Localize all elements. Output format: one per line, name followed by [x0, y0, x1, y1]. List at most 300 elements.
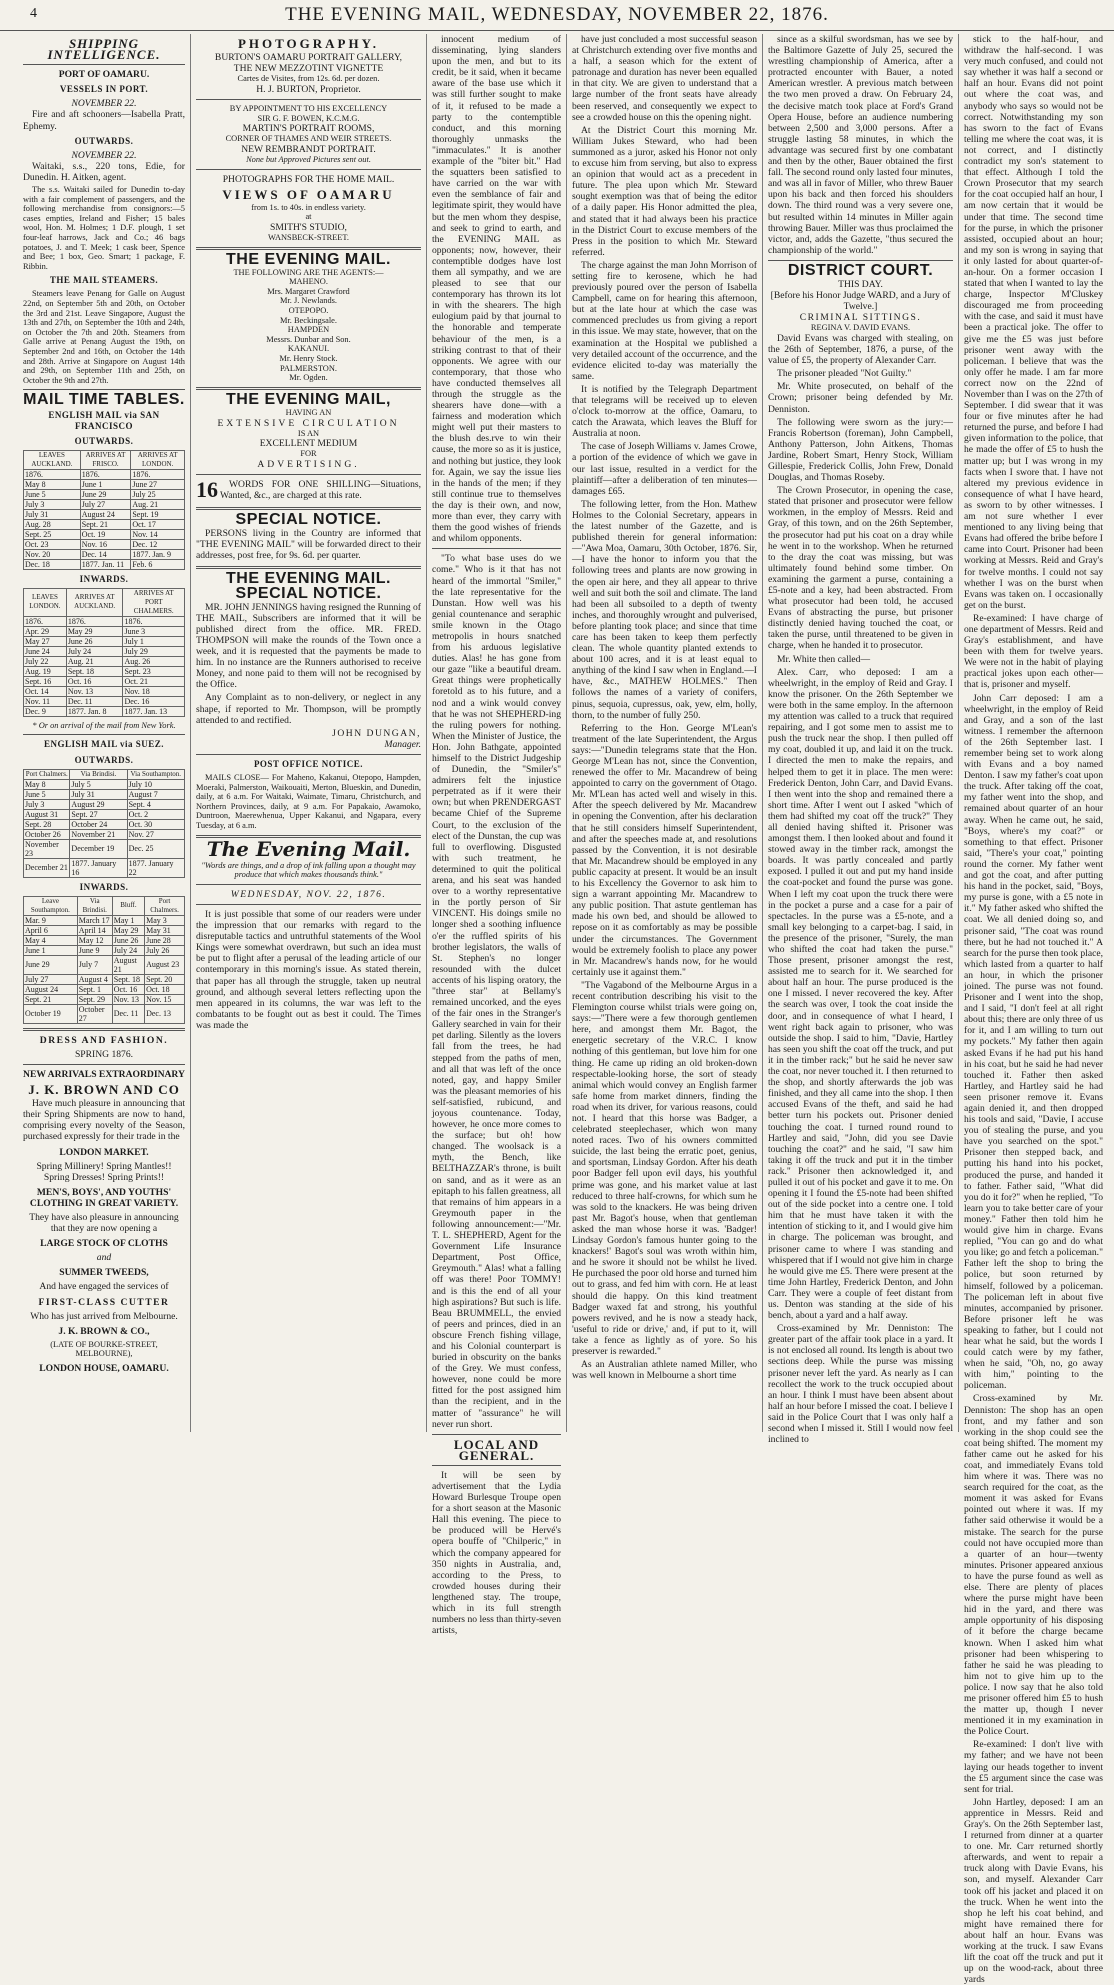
spring-line-1: Spring Millinery! Spring Mantles!!: [36, 1160, 172, 1172]
suez-inwards-cell: March 17: [77, 915, 112, 925]
suez-outwards-row: [24, 779, 185, 789]
arrivals-heading: NEW ARRIVALS EXTRAORDINARY: [23, 1068, 185, 1080]
agent-entry: Mr. Henry Stock.: [279, 354, 338, 364]
motto: "Words are things, and a drop of ink falling upon a thought may produce that which makes thousands think.": [201, 860, 416, 880]
suez-outwards-cell: May 8: [24, 779, 70, 789]
dress-heading: DRESS AND FASHION.: [39, 1034, 169, 1046]
suez-inwards-cell: May 3: [145, 915, 185, 925]
wrestling-article: since as a skilful swordsman, has we see by the Baltimore Gazette of July 25, secured the wrestling championship of America, after a protracted encounter with Bauer, a noted American wrestler. A previous match between the two men proved a draw. On February 24, the decisive match took place at Ford's Grand Opera House, before an audience numbering between 2,500 and 3,000 persons. After a struggle lasting 58 minutes, in which the advantage was secured first by one combatant and then by the other, Bauer obtained the first fall. The second round only lasted four minutes, and was all in favor of Miller, who threw Bauer upon his back and then forced his shoulders down. The third round was a very severe one, but resulted within 14 minutes in Miller again throwing Bauer. Miller was thus proclaimed the victor, and, adds the Gazette, "thus secured the championship of the world.": [768, 34, 953, 256]
suez-outwards-cell: Nov. 27: [127, 829, 184, 839]
suez-inwards-row: [24, 925, 185, 935]
suez-inwards-row: [24, 974, 185, 984]
sf-outwards-row: [24, 489, 185, 499]
agent-entry: Mr. Beckingsale.: [280, 315, 337, 325]
local-p6: The following letter, from the Hon. Mathew Holmes to the Colonial Secretary, appears in the latest number of the Gazette, and is published therein for general information:—"Awa Moa, Oamaru, 30th October, 1876. Sir,—I have the honor to inform you that the following trees and plants are now growing in the open air here, and they all appear to thrive well and suit both the soil and climate. The land had been all subsoiled to a depth of twenty inches, and thoroughly wrought and pulverised, before planting took place; and since that time care has been taken to keep them perfectly clean. The whole quantity planted extends to about 100 acres, and it is at least equal to anything of the kind I saw when in England.—I have, &c., MATHEW HOLMES." Then follows the names of a variety of conifers, pinus, sequoia, cupressus, oak, yew, elm, holly, thorn, to the number of fully 250.: [572, 498, 757, 721]
local-p7: Referring to the Hon. George M'Lean's treatment of the late Superintendent, the Argus says:—"Dunedin telegrams state that the Hon. George M'Lean has not, since the Convention, renewed the offer to Mr. Macandrew of being appointed to carry on the government of Otago. Mr. M'Lean has acted well and wisely in this. After the speech delivered by Mr. Macandrew in opening the Convention, after his declaration that he still considers himself Superintendent, and after the speeches made at, and resolutions passed by the Convention, it is not desirable that Mr. Macandrew should be employed in any public capacity at present. It would be an insult to his Excellency the Governor to ask him to sign a warrant appointing Mr. Macandrew to any public position. That astute gentleman has made his own bed, and should be allowed to repose on it as comfortably as may be possible under the circumstances. The Government would be extremely foolish to place any power in Mr. Macandrew's hands now, for he would certainly use it against them.": [572, 722, 757, 978]
having-an: HAVING AN: [285, 407, 332, 417]
sf-inwards-cell: Nov. 18: [123, 686, 185, 696]
sf-outwards-cell: Oct. 19: [80, 529, 131, 539]
local-p4: It is notified by the Telegraph Department that telegrams will be received up to eleven o'clock to-morrow at the office, Oamaru, to catch the Arawata, which leaves the Bluff for Australia at noon.: [572, 383, 757, 440]
sf-outwards-row: [24, 479, 185, 489]
outwards-heading: OUTWARDS.: [74, 135, 134, 146]
suez-inwards-cell: Sept. 29: [77, 994, 112, 1004]
words-text: WORDS FOR ONE SHILLING—Situations, Wanted, &c., are charged at this rate.: [220, 478, 421, 502]
sf-inwards-header: LEAVES LONDON.: [24, 588, 67, 616]
complaint-text: Any Complaint as to non-delivery, or neglect in any shape, if reported to Mr. Thompson, will be promptly attended to and rectified.: [196, 692, 421, 726]
suez-inwards-row: [24, 984, 185, 994]
suez-inwards-cell: May 1: [112, 915, 144, 925]
sf-inwards-row: [24, 646, 185, 656]
suez-inwards-cell: August 4: [77, 974, 112, 984]
sf-inwards-row: [24, 656, 185, 666]
suez-outwards-cell: June 5: [24, 789, 70, 799]
agent-entry: PALMERSTON.: [279, 363, 337, 373]
sf-outwards-cell: Dec. 18: [24, 559, 81, 569]
secured-text: And have engaged the services of: [39, 1281, 169, 1293]
from-melbourne: Who has just arrived from Melbourne.: [30, 1310, 178, 1322]
suez-outwards-cell: November 23: [24, 839, 70, 858]
waitaki-note: The s.s. Waitaki sailed for Dunedin to-day with a fair complement of passengers, and the following merchandise from consignors:—5 cases empties, Ireland and Fisher; 15 bales wool, Hon. M. Holmes; 1 D.F. plough, 1 set four-leaf harrows, Jack and Co.; 46 bags potatoes, J. and T. Meek; 1 cask beer, Spence and Bee; 1 box, Geo. Smart; 1 package, F. Ribbin.: [23, 185, 185, 271]
page-number: 4: [30, 6, 37, 21]
column-advertisements: [190, 34, 426, 1432]
suez-inwards-cell: May 4: [24, 935, 78, 945]
suez-outwards-cell: July 3: [24, 799, 70, 809]
suez-outwards-cell: 1877. January 22: [127, 858, 184, 877]
sf-outwards-cell: July 31: [24, 509, 81, 519]
they-text: They have also pleasure in announcing that they are now opening a: [29, 1211, 179, 1235]
sf-outwards-cell: June 1: [80, 479, 131, 489]
suez-inwards-row: [24, 915, 185, 925]
spring-line-2: Spring Dresses! Spring Prints!!: [43, 1171, 165, 1183]
excellent-medium: EXCELLENT MEDIUM: [259, 438, 358, 450]
sf-outwards-row: [24, 539, 185, 549]
sf-inwards-cell: Dec. 11: [66, 696, 123, 706]
post-office-text: MAILS CLOSE— For Maheno, Kakanui, Otepopo, Hampden, Moeraki, Palmerston, Waikouaiti, Merton, Blueskin, and Dunedin, daily, at 6 a.m. For Waitaki, Waimate, Timaru, Christchurch, and Northern Provinces, daily, at 9 a.m. For Papakaio, Awamoko, Duntroon, Maerewhenua, Upper Kakanui, and Ngapara, every Tuesday, at 6 a.m.: [196, 773, 421, 830]
dress-sub: SPRING 1876.: [74, 1048, 134, 1060]
corner: CORNER OF THAMES AND WEIR STREETS.: [225, 134, 392, 144]
suez-outwards-header: Via Brindisi.: [70, 769, 127, 779]
vessels-date: NOVEMBER 22.: [71, 98, 137, 110]
by-appointment: BY APPOINTMENT TO HIS EXCELLENCY: [229, 103, 388, 113]
sf-inwards-cell: July 22: [24, 656, 67, 666]
sf-outwards-cell: June 27: [131, 479, 185, 489]
district-court-heading: DISTRICT COURT.: [787, 261, 934, 279]
sf-inwards-cell: Sept. 16: [24, 676, 67, 686]
suez-inwards-cell: May 29: [112, 925, 144, 935]
mail-tables-heading: MAIL TIME TABLES.: [23, 391, 185, 409]
court-p2: David Evans was charged with stealing, on the 26th of September, 1876, a purse, of the value of £5, the property of Alexander Carr.: [768, 332, 953, 367]
sf-inwards-cell: July 1: [123, 636, 185, 646]
sf-inwards-row: [24, 686, 185, 696]
suez-outwards-cell: Dec. 25: [127, 839, 184, 858]
suez-inwards-header: Bluff.: [112, 896, 144, 915]
suez-inwards-cell: August 23: [145, 955, 185, 974]
sf-outwards-cell: 1877. Jan. 11: [80, 559, 131, 569]
sf-inwards-row: [24, 676, 185, 686]
sf-outwards-cell: Oct. 17: [131, 519, 185, 529]
suez-outwards-cell: Oct. 2: [127, 809, 184, 819]
sf-inwards-cell: June 26: [66, 636, 123, 646]
late-of: (LATE OF BOURKE-STREET, MELBOURNE),: [50, 1339, 158, 1359]
sf-outwards-header: ARRIVES AT LONDON.: [131, 450, 185, 469]
column-shipping: [18, 34, 190, 1432]
outwards-entry: Waitaki, s.s., 220 tons, Edie, for Dunedin. H. Aitken, agent.: [23, 160, 185, 183]
agent-entry: OTEPOPO.: [288, 306, 329, 316]
sf-outwards-cell: July 25: [131, 489, 185, 499]
suez-inwards-cell: June 1: [24, 945, 78, 955]
suez-inwards-cell: July 24: [112, 945, 144, 955]
sixteen: 16: [196, 476, 218, 502]
sf-inwards-cell: Aug. 26: [123, 656, 185, 666]
sf-inwards-cell: Oct. 16: [66, 676, 123, 686]
court-p6: The Crown Prosecutor, in opening the case, stated that prisoner and prosecutor were fellow workmen, in the employ of Messrs. Reid and Gray, of this town, and on the 26th September, the prosecutor had put his coat on a dray while he went in to the workshop. When he returned to the dray the coat was missing, but was ultimately found behind some timber. On examining the garment a purse, containing a £5-note and a key, had been abstracted. From what prosecutor had been told, he accused Evans of abstracting the purse, but prisoner distinctly denied having touched the coat, or taken the purse, until threatened to be given in charge, when he handed it to prosecutor.: [768, 485, 953, 652]
sf-note: * Or on arrival of the mail from New York.: [32, 720, 176, 730]
first-class-cutter: FIRST-CLASS CUTTER: [38, 1296, 170, 1308]
jennings-text: MR. JOHN JENNINGS having resigned the Running of THE MAIL, Subscribers are informed that it will be published direct from the office. MR. FRED. THOMPSON will make the rounds of the Town once a week, and it is requested that the payments be made to him. In no instance are the Runners authorised to receive Money, and none paid to them will not be recognised by the Office.: [196, 601, 421, 691]
suez-outwards-cell: August 31: [24, 809, 70, 819]
sf-inwards-cell: Oct. 21: [123, 676, 185, 686]
suez-heading: ENGLISH MAIL via SUEZ.: [43, 739, 165, 750]
local-p8: "The Vagabond of the Melbourne Argus in a recent contribution describing his visit to the Flemington course whilst trials were going on, says:—"There were a few thorough gentlemen here, and amongst them Mr. Bagot, the energetic secretary of the V.R.C. I know nothing of this gentleman, but love him for one thing. He came up riding an old broken-down respectable-looking horse, the sort of steady animal which would convey an English farmer safe home from market dinners, finding the road when its driver, for various reasons, could not. I heard that this horse was Badger, a celebrated steeplechaser, which won many noted races. Two of his owners committed suicide, the last being the erratic poet, genius, and sportsman, Lindsay Gordon. After his death poor Badger fell upon evil days, his youthful prime was gone, and his market value at last reduced to three half-crowns, for which sum he was sold to the knackers. He was being driven past Mr. Bagot's house, when that gentleman asked the man whose horse it was. 'Badger! Lindsay Gordon's famous hunter going to the knackers!' Bagot's soul was wroth within him, and he swore it should not be whilst he lived. He purchased the poor old horse and turned him out to grass, and fed him with corn. He at least should die happy. On this kind treatment Badger waxed fat and strong, his youthful powers revived, and he is now a steady hack, 'useful to ride or drive,' and, if put to it, will take a fence as lightly as of yore. So his preserver is rewarded.": [572, 979, 757, 1357]
sf-outwards-cell: Oct. 23: [24, 539, 81, 549]
sf-outwards-cell: Feb. 6: [131, 559, 185, 569]
is-an: IS AN: [297, 428, 320, 438]
sf-outwards-row: [24, 549, 185, 559]
suez-outwards-row: [24, 839, 185, 858]
court-p7: Mr. White then called—: [777, 653, 871, 665]
sf-inwards-row: [24, 696, 185, 706]
agents-heading: THE FOLLOWING ARE THE AGENTS:—: [233, 267, 384, 277]
mail-steamers-text: Steamers leave Penang for Galle on August 22nd, on September 5th and 20th, on October the 3rd and 21st. Leave Singapore, August the 13th and 27th, on September the 10th and 24th, on October the 7th and 20th. Steamers from Galle arrive at Penang August the 19th, on September 2nd and 16th, on October the 14th and 28th. Arrive at Singapore on August 14th and 29th, on September 11th and 25th, on October the 9th and 27th.: [23, 289, 185, 385]
suez-inwards-cell: July 26: [145, 945, 185, 955]
suez-outwards-row: [24, 858, 185, 877]
court-cont-p1: stick to the half-hour, and withdraw the half-second. I was very much confused, and could not say whether it was half a second or half an hour. Evans did not point out where the coat was, and anybody who says so would not be correct. Notwithstanding my son has sworn to the fact of Evans telling me where the coat was, it is not correct, and I distinctly contradict my son's statement to that effect. Although I told the Crown Prosecutor that my search for the coat occupied half an hour, I am now certain that it would be under that time. The second time for the purse, in which the prisoner assisted, occupied about an hour; and my son is wrong in saying that it only lasted for about quarter-of-an-hour. On a former occasion I stated that when I wanted to lay the charge, Inspector M'Cluskey discouraged me from proceeding with the case, and said it must have been a practical joke. The offer to give me the £5 was just before prisoner went away with the policeman. I believe that was the only offer he made. I am far more correct now on the 22nd of November than I was on the 27th of September. I did swear that it was four or five minutes after he had returned the purse, and before I had given information to the police, that he made the offer of £5 to hush the matter up; but I was wrong in my facts when I swore that. I have not altered my previous evidence in consequence of what I have heard, as sworn to by other witnesses. I am not sure whether I ever mentioned to any living being that Evans had offered the bribe before I came into Court. Prisoner had been working at Messrs. Reid and Gray's for twelve months. I could not say whether I was on the burst when Evans was taken on. I occasionally get on the burst.: [964, 34, 1103, 611]
suez-outwards-row: [24, 819, 185, 829]
suez-inwards-cell: July 27: [24, 974, 78, 984]
sf-inwards-cell: 1876.: [66, 616, 123, 626]
sf-outwards-row: [24, 519, 185, 529]
shipping-heading: SHIPPING INTELLIGENCE.: [47, 36, 161, 63]
sf-outwards-cell: July 3: [24, 499, 81, 509]
sf-inwards-row: [24, 636, 185, 646]
suez-outwards-cell: Sept. 28: [24, 819, 70, 829]
sf-outwards-cell: Nov. 16: [80, 539, 131, 549]
suez-outwards-header: Port Chalmers.: [24, 769, 70, 779]
suez-inwards-cell: August 24: [24, 984, 78, 994]
large-stock: LARGE STOCK OF CLOTHS: [40, 1238, 168, 1250]
outwards-date: NOVEMBER 22.: [71, 149, 137, 161]
sf-inwards-cell: June 3: [123, 626, 185, 636]
jk-brown-text: Have much pleasure in announcing that their Spring Shipments are now to hand, comprising every novelty of the Season, purchased expressly for their trade in the: [23, 1098, 185, 1143]
sf-inwards-cell: Aug. 19: [24, 666, 67, 676]
suez-inwards-cell: Oct. 18: [145, 984, 185, 994]
suez-outwards-cell: Sept. 4: [127, 799, 184, 809]
at-text: at: [305, 212, 312, 222]
sf-inwards: INWARDS.: [79, 573, 129, 584]
suez-inwards-cell: Mar. 9: [24, 915, 78, 925]
suez-inwards-cell: Sept. 1: [77, 984, 112, 994]
suez-inwards-row: [24, 935, 185, 945]
rembrandt: NEW REMBRANDT PORTRAIT.: [241, 143, 376, 155]
suez-outwards-cell: 1877. January 16: [70, 858, 127, 877]
suez-outwards-table: [23, 769, 185, 878]
court-p8: Alex. Carr, who deposed: I am a wheelwright, in the employ of Reid and Gray. I know the prisoner. On the 26th September we were both in the same employ. In the afternoon my attention was called to a truck that required repairing, and I got some men to assist me to push the truck near the shop. I then pulled off my coat, doubled it up, and laid it on the truck. I directed the men to make the repairs, and helped them to get it in place. The men were: Frederick Denton, John Carr, and David Evans. I then went into the shop and remained there a short time. After I went out I asked "which of them had shifted my coat off the truck?" They all denied having shifted it. Prisoner was amongst them. I then looked about and found it stowed away in the timber rack, amongst the boards. It was partly concealed and partly exposed. I pulled it out and put my hand inside the coat-pocket and found the purse was gone. When I left my coat upon the truck there were in the pocket a purse and a case for a pair of spectacles. In the purse was a £5-note, and a small key belonging to a carpet-bag. I said, in the presence of the prisoner, "Surely, the man who shifted the coat had taken the purse." Those present, prisoner amongst the rest, assisted me to search for it. We searched for about half an hour. The purse produced is the one I missed. I never recovered the key. After the search was over, I took the coat inside the door, and in consequence of what I heard, I went right back again to prisoner, who was outside the shop. I said to him, "Davie, Hartley has seen you shift the coat off the truck, and put it in the timber rack;" but he said he never saw the coat, nor never touched it. I then returned to the shop, and shortly afterwards the job was finished, and they all came into the shop. I then accused Evans of the theft, and said he had better turn his pockets out. Prisoner denied touching the coat. I turned round round to Hartley and said, "John, did you see Davie touching the coat?" and he said, "I saw him taking it off the truck and put it in the timber rack." Prisoner then acknowledged it, and pulled it out of his pocket and gave it to me. On opening it I found the £5-note had been shifted out of the side pocket into a centre one. I told him that he must have taken it with the intention of sticking to it, and I would give him in charge. The policeman was brought, and prisoner came to where I was standing and whispered that if I would not give him in charge he would give me £5. There were present at the time John Hartley, Frederick Denton, and John Carr. They were a couple of feet distant from us. Denton was standing at the side of his bench, about a yard and a half away.: [768, 666, 953, 1322]
suez-inwards-header: Via Brindisi.: [77, 896, 112, 915]
sf-inwards-cell: Sept. 23: [123, 666, 185, 676]
local-p3: The charge against the man John Morrison of setting fire to kerosene, which he had previously poured over the person of Isabella Campbell, came on for hearing this afternoon, but at the late hour at which the case was commenced precludes us from giving a report in this issue. We may state, however, that on the examination at the Hospital we published a very detailed account of the occurrence, and the evidence elicited to-day was materially the same.: [572, 259, 757, 382]
suez-inwards-header: Leave Southampton.: [24, 896, 78, 915]
suez-outwards-cell: Sept. 27: [70, 809, 127, 819]
suez-outwards-cell: November 21: [70, 829, 127, 839]
court-cont-p4: Cross-examined by Mr. Denniston: The shop has an open front, and my father and son working in the shop could see the coat being shifted. The moment my father came out he asked for his coat, and immediately Evans told him where it was. There was no search required for the coat, as the moment it was asked for Evans pointed out where it was. If my father said otherwise it would be a mistake. The search for the purse could not have occupied more than a quarter of an hour—twenty minutes. Prisoner appeared anxious to have the purse found as well as else. There are plenty of places where the purse might have been hid in the yard, and there was ample opportunity of his disposing of it before the charge became known. When I asked him what prisoner had been whispering to father he said he was pleading to him not to give him up to the police. I now say that he also told me prisoner offered him £5 to hush the matter up, though I never mentioned it in my examination in the Police Court.: [964, 1393, 1103, 1738]
suez-inwards-cell: June 29: [24, 955, 78, 974]
suez-inwards-cell: Dec. 11: [112, 1004, 144, 1023]
sf-outwards-row: [24, 529, 185, 539]
masthead-evening-mail: The Evening Mail.: [206, 836, 411, 861]
suez-inwards-cell: Sept. 20: [145, 974, 185, 984]
court-p9: Cross-examined by Mr. Denniston: The greater part of the affair took place in a yard. It is not enclosed all round. Its length is about two sections deep. While the purse was missing prisoner never left the yard. As nearly as I can recollect the work to the truck occupied about an hour. I think I must have been absent about half an hour before I missed the coat. I believe I said in the Police Court that I was only half a second when I missed it. Still I would now feel inclined to: [768, 1323, 953, 1446]
suez-outwards-cell: August 7: [127, 789, 184, 799]
sf-outwards-header: ARRIVES AT FRISCO.: [80, 450, 131, 469]
port-heading: PORT OF OAMARU.: [58, 69, 150, 81]
sf-outwards-cell: Sept. 21: [80, 519, 131, 529]
sf-outwards-cell: August 24: [80, 509, 131, 519]
advertising: ADVERTISING.: [257, 458, 360, 470]
criminal-sittings: CRIMINAL SITTINGS.: [799, 312, 922, 324]
court-cont-p6: John Hartley, deposed: I am an apprentice in Messrs. Reid and Gray's. On the 26th September last, I returned from dinner at a quarter to one. Mr. Carr returned shortly afterwards, and went to repair a truck along with Davie Evans, his son, and myself. Alexander Carr took off his jacket and placed it on the truck. When he went into the shop he left his coat behind, and might have remained there for about half an hour. Evans was working at the truck. I saw Evans lift the coat off the truck and put it up on the wood-rack, about three yards: [964, 1796, 1103, 1985]
column-local: [566, 34, 762, 1432]
sf-outwards-cell: Sept. 19: [131, 509, 185, 519]
agent-entry: Mr. Ogden.: [289, 373, 328, 383]
summer-tweeds: SUMMER TWEEDS,: [59, 1267, 149, 1279]
newspaper-title: THE EVENING MAIL, WEDNESDAY, NOVEMBER 22, 1876.: [285, 4, 829, 25]
suez-inwards-row: [24, 994, 185, 1004]
sf-inwards-cell: Apr. 29: [24, 626, 67, 636]
sf-inwards-header: ARRIVES AT AUCKLAND.: [66, 588, 123, 616]
agent-entry: KAKANUI.: [287, 344, 330, 354]
post-office-heading: POST OFFICE NOTICE.: [253, 758, 364, 769]
photography-heading: PHOTOGRAPHY.: [237, 36, 380, 51]
suez-inwards-cell: July 7: [77, 955, 112, 974]
sf-outwards-cell: Sept. 25: [24, 529, 81, 539]
court-cont-p3: John Carr deposed: I am a wheelwright, in the employ of Reid and Gray, and a son of the last witness. I remember the afternoon of the 26th September last. I remember being set to work along with Evans and a boy named Denton. I saw my father's coat upon the truck. After taking off the coat, my father went into the shop, and remained about quarter of an hour away. When he came out, he said, "Boys, where's my coat?" or something to that effect. Prisoner said, "There's your coat," pointing round the corner. My father went and got the coat, and after putting his hand in the pocket, said, "Boys, my purse is gone, with a £5 note in it." My father asked who shifted the coat. We all denied doing so, and prisoner said, "The coat was round there, but he had not touched it." A search for the purse then took place, which lasted from a quarter to half an hour, in which the prisoner joined. The purse was not found. Prisoner and I went into the shop, and I said, "I don't feel at all right about this; there are only three of us for it, and I am willing to turn out my pockets." My father then again asked Evans if he had put his hand in his coat, but he said he had never touched it. Father then asked Hartley, and Hartley said he had seen prisoner remove it. Evans again denied it, and then dropped his tools and said, "Davie, I accuse you of stealing the purse, and you have you searched on the spot." Prisoner then stepped back, and putting his hand into his pocket, produced the purse, and handed it to father. Father said, "What did you do it for?" when he replied, "To learn you to take better care of your money." Father then told him he would give him in charge. Evans replied, "You can go and do what you like; go and fetch a policeman." Father left the shop to bring the police, but soon returned by himself, followed by a policeman. The policeman left in about five minutes, accompanied by prisoner. Before prisoner left he was speaking to father, but I could not hear what he said, but the words I could catch were by my father, when he said, "Oh, no, go away with him," pointing to the policeman.: [964, 692, 1103, 1392]
mail-steamers-heading: THE MAIL STEAMERS.: [49, 275, 159, 286]
burlesque-article: It will be seen by advertisement that the Lydia Howard Burlesque Troupe open for a short season at the Masonic Hall this evening. The piece to be produced will be Hervé's opera bouffe of "Chilperic," in which the company appeared for 350 nights in Australia, and, according to the Press, to crowded houses during their lengthened stay. The troupe, which in its full strength numbers no less than thirty-seven artists,: [432, 1469, 561, 1637]
sf-outwards-cell: Dec. 12: [131, 539, 185, 549]
sf-outwards-cell: June 29: [80, 489, 131, 499]
special-notice-1: SPECIAL NOTICE.: [235, 511, 382, 529]
suez-inwards-cell: October 27: [77, 1004, 112, 1023]
evening-mail-1: THE EVENING MAIL.: [226, 250, 391, 268]
sf-outwards-cell: Aug. 28: [24, 519, 81, 529]
mens-clothing: MEN'S, BOYS', AND YOUTHS' CLOTHING IN GREAT VARIETY.: [29, 1186, 179, 1209]
suez-inwards-row: [24, 955, 185, 974]
court-p3: The prisoner pleaded "Not Guilty.": [777, 368, 912, 380]
cartes: Cartes de Visites, from 12s. 6d. per dozen.: [237, 74, 380, 84]
sf-inwards-row: [24, 666, 185, 676]
sf-outwards-cell: Nov. 14: [131, 529, 185, 539]
views-heading: VIEWS OF OAMARU: [222, 186, 395, 202]
mezzotint: THE NEW MEZZOTINT VIGNETTE: [233, 63, 384, 75]
sf-inwards-cell: 1877. Jan. 8: [66, 706, 123, 716]
sf-outwards-cell: May 8: [24, 479, 81, 489]
sf-inwards-cell: 1876.: [123, 616, 185, 626]
local-p9: As an Australian athlete named Miller, who was well known in Melbourne a short time: [572, 1359, 757, 1382]
column-court: [762, 34, 958, 1446]
sf-outwards-cell: 1876.: [131, 469, 185, 479]
sf-inwards-cell: 1876.: [24, 616, 67, 626]
jk-brown-name: J. K. BROWN AND CO: [28, 1082, 180, 1098]
sf-inwards-cell: Nov. 11: [24, 696, 67, 706]
sf-outwards-row: [24, 559, 185, 569]
suez-inwards-cell: April 14: [77, 925, 112, 935]
before-judge: [Before his Honor Judge WARD, and a Jury of Twelve.]: [770, 290, 951, 313]
sf-inwards-row: [24, 706, 185, 716]
sf-outwards-header: LEAVES AUCKLAND.: [24, 450, 81, 469]
sf-inwards-row: [24, 626, 185, 636]
leader-text: It is just possible that some of our readers were under the impression that our remarks with regard to the disreputable tactics and untruthful statements of the Wool Kings were somewhat overdrawn, but such an idea must be put to flight after a perusal of the leading article of our contemporary in this morning's issue. As stated therein, that paper has all through the struggle, taken up neutral ground, and although several letters reflecting upon the men appeared in its columns, the war was left to the combatants to be fought out as best it could. The Times was made the: [196, 908, 421, 1031]
local-p1: have just concluded a most successful season at Christchurch extending over five months and a half, a season which for the extent of patronage and duration has never been equalled in that city. We are given to understand that a large number of the front seats have already been reserved, and consequently we expect to see a crowded house on this the opening night.: [572, 34, 757, 123]
sf-outwards-cell: 1876.: [24, 469, 81, 479]
suez-outwards-cell: July 5: [70, 779, 127, 789]
suez-outwards-row: [24, 789, 185, 799]
local-p5: The case of Joseph Williams v. James Crowe, a portion of the evidence of which we gave in our last issue, resulted in a verdict for the plaintiff—after a deliberation of ten minutes—damages £65.: [572, 441, 757, 497]
this-day: THIS DAY.: [838, 278, 883, 290]
sf-outwards-cell: Dec. 14: [80, 549, 131, 559]
sf-outwards-row: [24, 469, 185, 479]
sf-outwards: OUTWARDS.: [74, 435, 134, 446]
vessels-inport: Fire and aft schooners—Isabella Pratt, Ephemy.: [23, 109, 185, 132]
sf-inwards-cell: Sept. 18: [66, 666, 123, 676]
london-market: LONDON MARKET.: [59, 1146, 149, 1158]
sf-outwards-cell: Nov. 20: [24, 549, 81, 559]
regina-evans: REGINA V. DAVID EVANS.: [810, 323, 911, 333]
agent-entry: Mr. J. Newlands.: [280, 296, 337, 306]
home-mail: PHOTOGRAPHS FOR THE HOME MAIL.: [222, 173, 395, 185]
suez-outwards-row: [24, 809, 185, 819]
suez-outwards-row: [24, 829, 185, 839]
suez-inwards-cell: August 21: [112, 955, 144, 974]
london-house: LONDON HOUSE, OAMARU.: [39, 1363, 169, 1374]
sf-inwards-cell: Aug. 21: [66, 656, 123, 666]
court-p5: The following were sworn as the jury:—Francis Robertson (foreman), John Campbell, Anthony Patterson, John Aitkens, Thomas Jardine, Robert Smart, Henry Stock, William Gillespie, Frederick Collis, John Frew, Donald Douglas, and Thomas Roseby.: [768, 416, 953, 484]
suez-outwards: OUTWARDS.: [74, 754, 134, 765]
sf-inwards-cell: June 24: [24, 646, 67, 656]
vessels-heading: VESSELS IN PORT.: [59, 84, 149, 95]
sf-inwards-header: ARRIVES AT PORT CHALMERS.: [123, 588, 185, 616]
agent-entry: Mrs. Margaret Crawford: [267, 286, 350, 296]
masthead: [0, 0, 1114, 31]
sf-outwards-row: [24, 499, 185, 509]
suez-outwards-cell: December 21: [24, 858, 70, 877]
special-notice-2: SPECIAL NOTICE.: [235, 584, 382, 602]
court-p4: Mr. White prosecuted, on behalf of the Crown; prisoner being defended by Mr. Denniston.: [768, 381, 953, 415]
suez-inwards-cell: June 28: [145, 935, 185, 945]
suez-inwards-cell: June 26: [112, 935, 144, 945]
suez-outwards-row: [24, 799, 185, 809]
burton-proprietor: H. J. BURTON, Proprietor.: [256, 83, 361, 95]
court-cont-p2: Re-examined: I have charge of one department of Messrs. Reid and Gray's establishment, and have been with them for twelve years. We were not in the habit of playing practical jokes upon each other—that is, prisoner and myself.: [964, 612, 1103, 691]
sf-inwards-cell: July 24: [66, 646, 123, 656]
suez-inwards-row: [24, 1004, 185, 1023]
dateline: WEDNESDAY, NOV. 22, 1876.: [230, 888, 387, 900]
suez-inwards-cell: Sept. 21: [24, 994, 78, 1004]
sf-outwards-table: [23, 450, 185, 570]
column-court-continued: [958, 34, 1108, 1985]
sf-mail-heading: ENGLISH MAIL via SAN FRANCISCO: [48, 409, 160, 431]
suez-inwards-cell: Nov. 15: [145, 994, 185, 1004]
court-cont-p5: Re-examined: I don't live with my father; and we have not been laying our heads together to invent the £5 argument since the case was sent for trial.: [964, 1739, 1103, 1795]
leader-continued: innocent medium of disseminating, lying slanders upon the men, and but to its credit, be it said, when it became aware of the base use which it was still further sought to make of it, it refused to be made a party to the contemptible conduct, and this morning thoroughly unmasks the "immaculates." It is another example of the "biter bit." Had the squatters been satisfied to have carried on the war with even the semblance of fair and legitimate spirit, they would have but the men whom they despise, and seek to grind to earth, and the EVENING MAIL as opponents; now, however, their contemptible dodges have lost them all sympathy, and we are pleased to see that our contemporary has thrown its lot in with the shearers. The high eulogium paid by that journal to the honorable and temperate behaviour of the men, is a striking contrast to that of their opponents. We agree with our contemporary, that those who have conducted themselves all through the struggle as the shearers have done—with a fairness and moderation which might well put their masters to the blush des.rve to win their cause, the more so as it is justice, and nothing but justice, they look for. Again, we say the issue lies in the hands of the men; if they still continue true to themselves the day is their own, and now, more than ever, they carry with them the good wishes of friends and whilom opponents.: [432, 34, 561, 545]
sf-outwards-cell: June 5: [24, 489, 81, 499]
suez-outwards-cell: December 19: [70, 839, 127, 858]
suez-inwards-cell: April 6: [24, 925, 78, 935]
suez-inwards-cell: Oct. 16: [112, 984, 144, 994]
sf-outwards-cell: Aug. 21: [131, 499, 185, 509]
for-text: FOR: [300, 449, 317, 459]
sf-inwards-table: [23, 588, 185, 717]
suez-inwards-cell: May 31: [145, 925, 185, 935]
smiler-article: "To what base uses do we come." Who is it that has not heard of the immortal "Smiler," the late representative for the Dunstan. How well was his genial countenance and seraphic smile known in the Otago metropolis in hours snatched from his arduous legislative duties. Alas! he has gone from our gaze "like a beautiful dream. Great things were prophetically foretold as to his future, and a nod and a wink would convey that he was not SHEPHERD-ing the ruling powers for nothing. When the Minister of Justice, the Hon. John Bathgate, appointed himself to the District Judgeship of Dunedin, the "Smiler's" admirers felt the injustice perpetrated as if it were their own; but when PRENDERGAST became Chief of the Supreme Court, to the exclusion of the elect of the Dunstan, the cup was full to overflowing. Disgusted with such treatment, he determined to quit the political arena, and his seat was handed over to a worthy representative in the portly person of Sir VINCENT. His doings smile no longer shed a soothing influence o'er the ruffled spirits of his brother legislators, the walls of St. Stephen's no longer resounded with the dulcet accents of his lisping oratory, the "three star" at Bellamy's remained uncorked, and the eyes of the fair ones in the Stranger's Gallery searched in vain for their pet darling. Silently as the lovers fall from the trees, he had stepped from the paths of men, and all that was left of the once noted, gay, and happy Smiler was the pleasant memories of his self-satisfied, rubicund, and joyous countenance. Today, however, he once more comes to the surface; but oh! how changed. The woolsack is a myth, the Bench, like BELTHAZZAR's throne, is built on sand, and as it were as an epitaph to his fallen greatness, all that remains of him appears in a Greymouth paper in the following announcement:—"Mr. T. L. SHEPHERD, Agent for the Government Life Insurance Department, Post Office, Greymouth." Alas! what a falling off was there! Poor TOMMY! and is this the end of all your high aspirations? But such is life. Beau BRUMMELL, the envied of peers and princes, died in an obscure French fishing village, and his Colonial counterpart is buried in obscurity on the banks of the Grey. We must confess, however, none could be more fitted for the post assigned him than the recipient, and in the matter of "assurance" he will never run short.: [432, 553, 561, 1430]
suez-outwards-cell: October 24: [70, 819, 127, 829]
manager: Manager.: [384, 738, 421, 750]
suez-inwards-table: [23, 896, 185, 1024]
wansbeck: WANSBECK-STREET.: [267, 233, 350, 242]
approved: None but Approved Pictures sent out.: [246, 154, 371, 164]
sf-outwards-cell: 1876.: [80, 469, 131, 479]
suez-inwards-cell: October 19: [24, 1004, 78, 1023]
suez-outwards-cell: August 29: [70, 799, 127, 809]
sf-outwards-cell: July 27: [80, 499, 131, 509]
sf-inwards-cell: 1877. Jan. 13: [123, 706, 185, 716]
sf-inwards-cell: May 29: [66, 626, 123, 636]
suez-inwards-cell: Dec. 13: [145, 1004, 185, 1023]
suez-outwards-cell: October 26: [24, 829, 70, 839]
sf-inwards-cell: Dec. 9: [24, 706, 67, 716]
sf-inwards-cell: Oct. 14: [24, 686, 67, 696]
smiths-studio: SMITH'S STUDIO,: [270, 221, 347, 233]
agent-entry: Messrs. Dunbar and Son.: [266, 334, 351, 344]
sf-inwards-cell: July 29: [123, 646, 185, 656]
sf-inwards-row: [24, 616, 185, 626]
suez-inwards-cell: Sept. 18: [112, 974, 144, 984]
suez-inwards: INWARDS.: [79, 881, 129, 892]
suez-inwards-cell: June 9: [77, 945, 112, 955]
and-text: and: [96, 1252, 112, 1264]
suez-outwards-cell: Oct. 30: [127, 819, 184, 829]
agent-entry: HAMPDEN: [287, 325, 330, 335]
suez-inwards-header: Port Chalmers.: [145, 896, 185, 915]
agent-entry: MAHENO.: [289, 277, 328, 287]
persons-text: PERSONS living in the Country are informed that "THE EVENING MAIL" will be forwarded direct to their addresses, post free, for 9s. 6d. per quarter.: [196, 528, 421, 562]
views-text: from 1s. to 40s. in endless variety.: [251, 202, 366, 212]
sf-inwards-cell: Nov. 13: [66, 686, 123, 696]
jk-brown-co: J. K. BROWN & CO.,: [58, 1325, 150, 1337]
martins: MARTIN'S PORTRAIT ROOMS,: [242, 123, 375, 135]
extensive-circulation: EXTENSIVE CIRCULATION: [217, 417, 400, 429]
local-general-heading: LOCAL AND GENERAL.: [453, 1436, 540, 1463]
suez-inwards-cell: Nov. 13: [112, 994, 144, 1004]
local-p2: At the District Court this morning Mr. William Jukes Steward, who had been summoned as a juror, asked his Honor not only to excuse him from serving, but also to express an opinion that would act as a precedent in future. The plea upon which Mr. Steward sought exemption was that of being the editor of a daily paper. His Honor admitted the plea, and stated that it had always been his practice in the District Court to excuse members of the Press in the position to which Mr. Steward referred.: [572, 124, 757, 258]
suez-outwards-cell: July 10: [127, 779, 184, 789]
agent-list: [196, 277, 421, 383]
sf-outwards-row: [24, 509, 185, 519]
suez-outwards-header: Via Southampton.: [127, 769, 184, 779]
sf-inwards-cell: May 27: [24, 636, 67, 646]
dungan: JOHN DUNGAN,: [332, 727, 421, 739]
column-leader: [426, 34, 566, 1637]
burtons-gallery: BURTON'S OAMARU PORTRAIT GALLERY,: [214, 52, 403, 64]
